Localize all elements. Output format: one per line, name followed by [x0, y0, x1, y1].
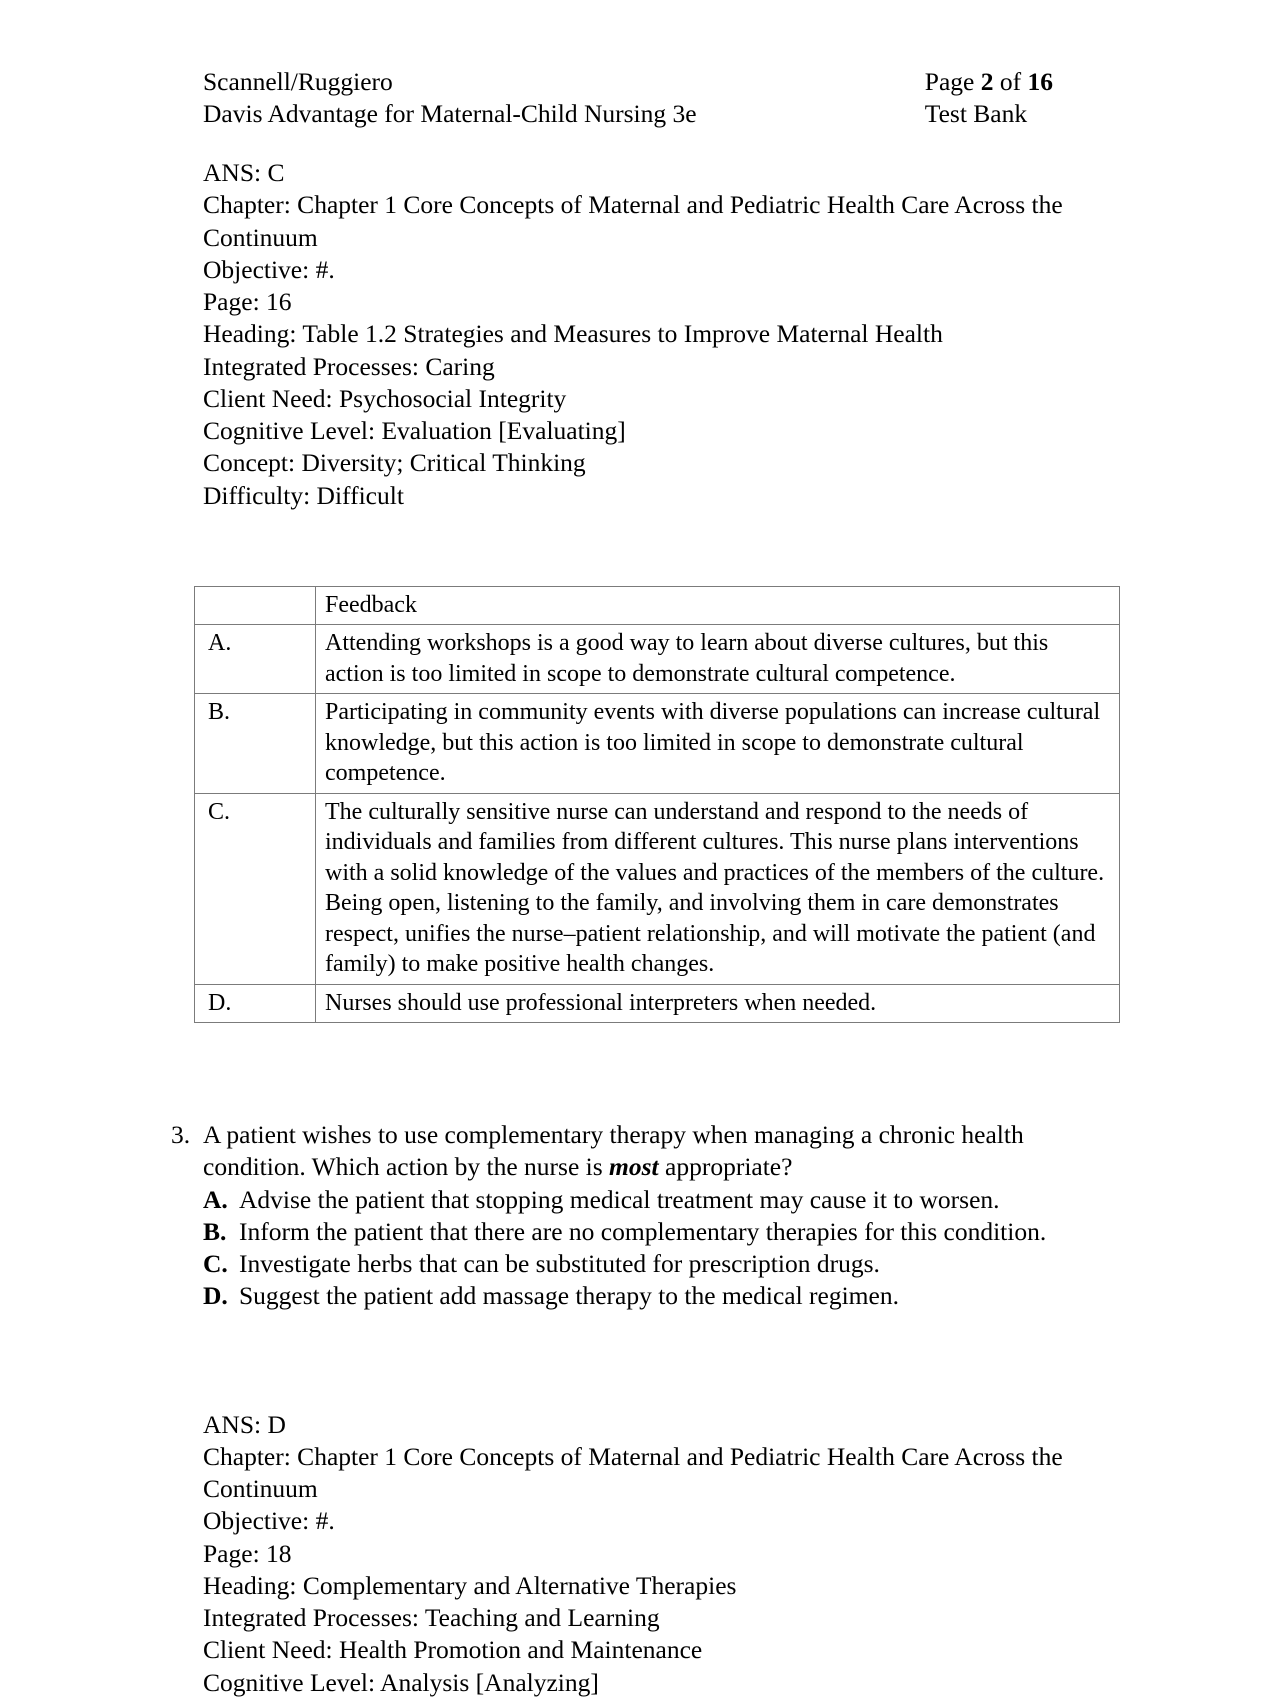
spacer [203, 1023, 1125, 1097]
stem-emphasis-most: most [609, 1152, 659, 1182]
choice-a-letter: A. [203, 1184, 228, 1214]
choice-b-letter: B. [203, 1216, 227, 1246]
page-of-label: of [993, 67, 1028, 96]
doc-type-label: Test Bank [924, 98, 1028, 128]
choice-a[interactable] [203, 1184, 1125, 1216]
page-prefix-label: Page [924, 67, 981, 96]
heading-line: Heading: Table 1.2 Strategies and Measures to Improve Maternal Health [203, 319, 943, 349]
feedback-table [194, 586, 1120, 1023]
row-feedback-d: Nurses should use professional interpreters when needed. [316, 984, 1120, 1022]
cognitive-level-line: Cognitive Level: Evaluation [Evaluating] [203, 416, 626, 446]
feedback-table-body [195, 586, 1120, 1022]
page-indicator [925, 66, 1053, 98]
row-letter-c: C. [195, 793, 316, 984]
question-number: 3. [171, 1120, 191, 1150]
chapter-line: Chapter: Chapter 1 Core Concepts of Maternal and Pediatric Health Care Across the Continuum [203, 190, 1063, 252]
page-total: 16 [1027, 67, 1053, 96]
ans-line: ANS: C [203, 158, 285, 188]
choice-c-text: Investigate herbs that can be substituted for prescription drugs. [239, 1249, 880, 1279]
spacer [203, 512, 1125, 586]
choice-b-text: Inform the patient that there are no complementary therapies for this condition. [239, 1216, 1047, 1246]
client-need-line: Client Need: Health Promotion and Maintenance [203, 1635, 703, 1665]
choice-d-text: Suggest the patient add massage therapy to the medical regimen. [239, 1281, 899, 1311]
header-right [925, 66, 1125, 129]
row-feedback-c: The culturally sensitive nurse can understand and respond to the needs of individuals and families from different cultures. This nurse plans interventions with a solid knowledge of the values and practices of the members of the culture. Being open, listening to the family, and involving them in care demonstrates respect, unifies the nurse–patient relationship, and will motivate the patient (and family) to make positive health changes. [316, 793, 1120, 984]
choice-d-letter: D. [203, 1281, 228, 1311]
heading-line: Heading: Complementary and Alternative Therapies [203, 1570, 737, 1600]
choice-b[interactable] [203, 1216, 1125, 1248]
question-stem [203, 1119, 1083, 1184]
answer-metadata-block-2 [203, 1409, 1096, 1699]
row-feedback-b: Participating in community events with diverse populations can increase cultural knowledge, but this action is too limited in scope to demonstrate cultural competence. [316, 694, 1120, 793]
answer-choices [203, 1184, 1125, 1313]
question-3 [171, 1119, 1125, 1313]
page-line: Page: 18 [203, 1538, 292, 1568]
stem-text-part-2: appropriate? [658, 1152, 793, 1182]
page-header [203, 66, 1125, 129]
choice-a-text: Advise the patient that stopping medical treatment may cause it to worsen. [239, 1184, 1000, 1214]
table-row [195, 793, 1120, 984]
integrated-processes-line: Integrated Processes: Teaching and Learning [203, 1603, 660, 1633]
row-feedback-a: Attending workshops is a good way to learn about diverse cultures, but this action is too limited in scope to demonstrate cultural competence. [316, 625, 1120, 694]
table-row [195, 694, 1120, 793]
table-header-row [195, 586, 1120, 624]
client-need-line: Client Need: Psychosocial Integrity [203, 383, 567, 413]
objective-line: Objective: #. [203, 1506, 335, 1536]
book-title-line: Davis Advantage for Maternal-Child Nursing 3e [203, 98, 697, 128]
concept-line: Concept: Diversity; Critical Thinking [203, 448, 586, 478]
spacer [203, 1313, 1125, 1387]
choice-c[interactable] [203, 1248, 1125, 1280]
choice-d[interactable] [203, 1280, 1125, 1312]
difficulty-line: Difficulty: Difficult [203, 480, 404, 510]
choice-c-letter: C. [203, 1249, 228, 1279]
spacer [203, 1097, 1125, 1119]
answer-metadata-block-1 [203, 157, 1096, 512]
row-letter-d: D. [195, 984, 316, 1022]
question-stem-row [171, 1119, 1125, 1184]
header-left [203, 66, 697, 129]
ans-line: ANS: D [203, 1409, 286, 1439]
author-line: Scannell/Ruggiero [203, 67, 393, 96]
header-cell-letter [195, 586, 316, 624]
table-row [195, 984, 1120, 1022]
header-cell-feedback: Feedback [316, 586, 1120, 624]
table-row [195, 625, 1120, 694]
integrated-processes-line: Integrated Processes: Caring [203, 351, 495, 381]
cognitive-level-line: Cognitive Level: Analysis [Analyzing] [203, 1667, 599, 1697]
stem-text-part-1: A patient wishes to use complementary therapy when managing a chronic health condition. Which action by the nurse is [203, 1120, 1024, 1182]
objective-line: Objective: #. [203, 254, 335, 284]
row-letter-a: A. [195, 625, 316, 694]
page-number: 2 [980, 67, 994, 96]
row-letter-b: B. [195, 694, 316, 793]
page-line: Page: 16 [203, 287, 292, 317]
spacer [203, 1387, 1125, 1409]
chapter-line: Chapter: Chapter 1 Core Concepts of Maternal and Pediatric Health Care Across the Continuum [203, 1441, 1063, 1504]
